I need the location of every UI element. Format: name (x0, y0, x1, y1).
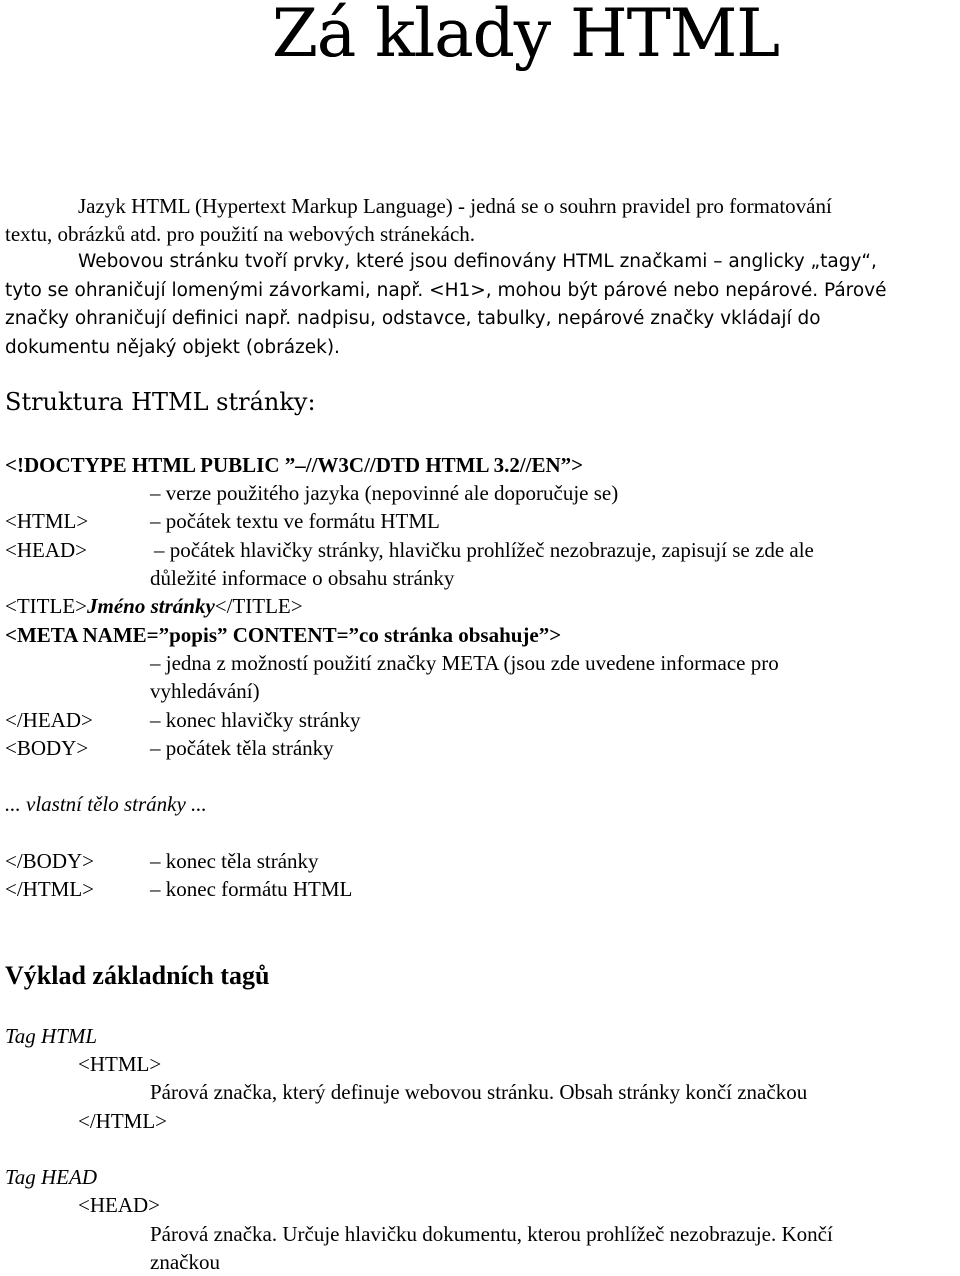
tag-html-open: <HTML> (78, 1052, 162, 1076)
intro-line-4: tyto se ohraničují lomenými závorkami, např. <H1>, mohou být párové nebo nepárové. Párové (5, 280, 887, 301)
body-content: ... vlastní tělo stránky ... (5, 792, 207, 816)
tag-head-text-2: značkou (150, 1250, 220, 1274)
title-line (5, 592, 303, 620)
intro-line-5: značky ohraničují definici např. nadpisu, odstavce, tabulky, nepárové značky vkládají do (5, 308, 821, 329)
doctype-line: <!DOCTYPE HTML PUBLIC ”–//W3C//DTD HTML 3.2//EN”> (5, 453, 584, 477)
head-tag: <HEAD> (5, 538, 88, 562)
body-desc: – počátek těla stránky (150, 736, 334, 760)
intro-line-6: dokumentu nějaký objekt (obrázek). (5, 337, 340, 358)
html-desc: – počátek textu ve formátu HTML (150, 509, 440, 533)
tag-head-text-1: Párová značka. Určuje hlavičku dokumentu, kterou prohlížeč nezobrazuje. Končí (150, 1222, 833, 1246)
html-end-tag: </HTML> (5, 877, 95, 901)
doctype-desc: – verze použitého jazyka (nepovinné ale doporučuje se) (150, 481, 619, 505)
title-name: Jméno stránky (87, 594, 215, 618)
meta-desc-1: – jedna z možností použití značky META (jsou zde uvedene informace pro (150, 651, 779, 675)
head-desc-1: – počátek hlavičky stránky, hlavičku prohlížeč nezobrazuje, zapisují se zde ale (154, 538, 814, 562)
html-end-desc: – konec formátu HTML (150, 877, 353, 901)
head-end-desc: – konec hlavičky stránky (150, 708, 361, 732)
tag-html-close: </HTML> (78, 1109, 168, 1133)
tags-heading: Výklad základních tagů (5, 961, 270, 990)
body-tag: <BODY> (5, 736, 89, 760)
title-close-tag: </TITLE> (214, 594, 303, 618)
intro-line-1: Jazyk HTML (Hypertext Markup Language) - jedná se o souhrn pravidel pro formatování (78, 194, 832, 218)
html-tag: <HTML> (5, 509, 89, 533)
head-end-tag: </HEAD> (5, 708, 93, 732)
body-end-tag: </BODY> (5, 849, 95, 873)
head-desc-2: důležité informace o obsahu stránky (150, 566, 455, 590)
tag-html-label: Tag HTML (5, 1024, 98, 1048)
meta-desc-2: vyhledávání) (150, 679, 260, 703)
tag-html-text: Párová značka, který definuje webovou stránku. Obsah stránky končí značkou (150, 1080, 808, 1104)
tag-head-label: Tag HEAD (5, 1165, 97, 1189)
intro-line-2: textu, obrázků atd. pro použití na webových stránekách. (5, 222, 476, 246)
tag-head-open: <HEAD> (78, 1193, 161, 1217)
page-title: Zá klady HTML (272, 0, 780, 72)
structure-heading: Struktura HTML stránky: (5, 388, 316, 416)
title-open-tag: <TITLE> (5, 594, 87, 618)
intro-line-3: Webovou stránku tvoří prvky, které jsou definovány HTML značkami – anglicky „tagy“, (78, 251, 877, 272)
body-end-desc: – konec těla stránky (150, 849, 319, 873)
meta-tag: <META NAME=”popis” CONTENT=”co stránka obsahuje”> (5, 623, 562, 647)
